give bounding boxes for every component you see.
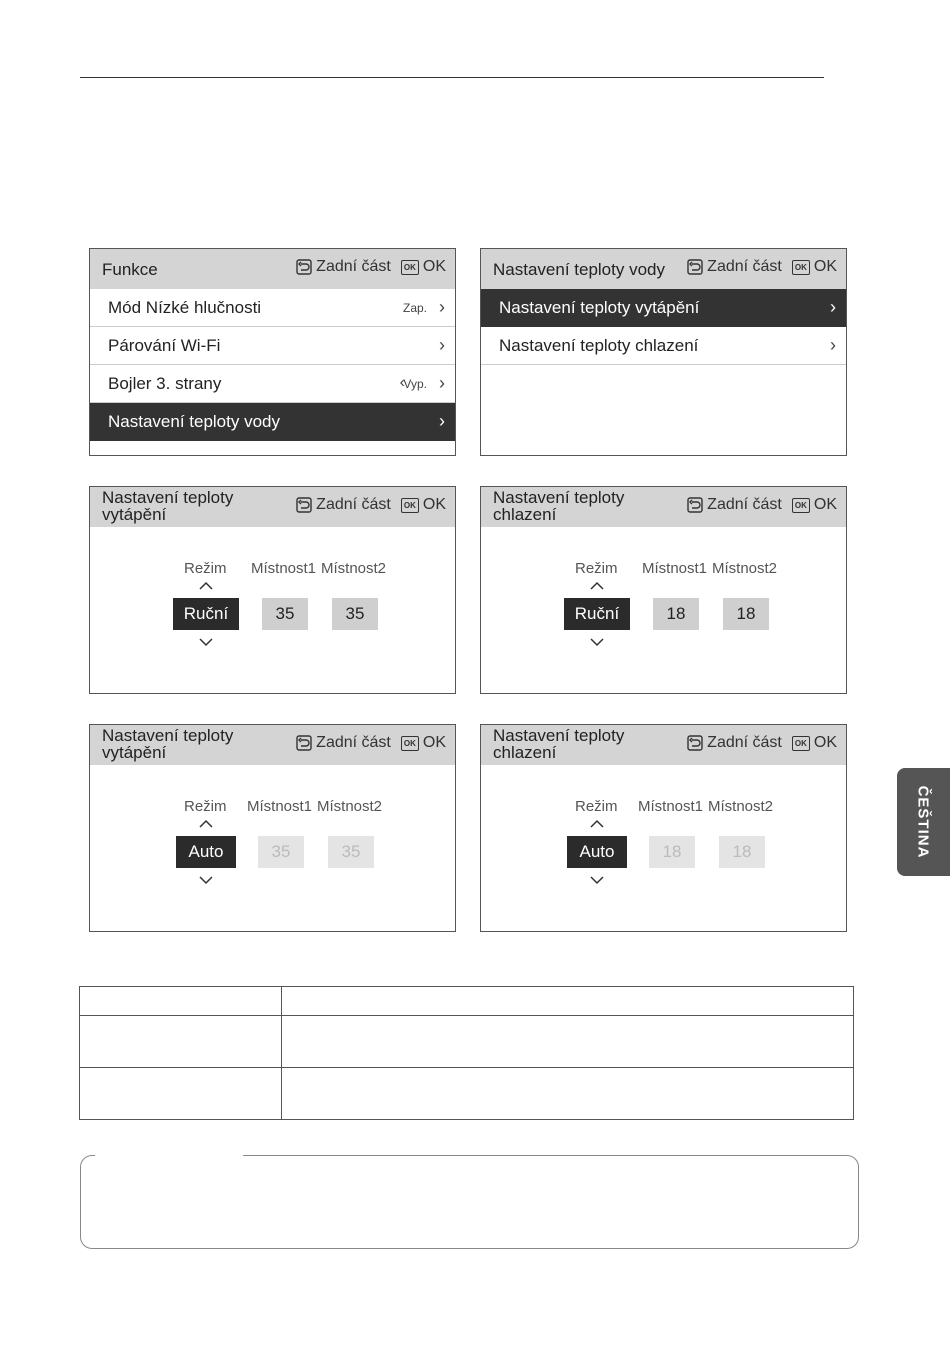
screen-title: Nastavení teploty vytápění bbox=[102, 726, 234, 762]
back-label[interactable]: Zadní část bbox=[316, 258, 391, 275]
ok-label[interactable]: OK bbox=[813, 734, 837, 751]
header-controls bbox=[687, 734, 837, 752]
table-cell bbox=[282, 987, 854, 1016]
chevron-down-icon[interactable] bbox=[590, 876, 604, 885]
top-rule bbox=[80, 77, 824, 78]
chevron-right-icon[interactable]: › bbox=[439, 373, 445, 393]
col-mode-label: Režim bbox=[184, 798, 227, 815]
screen-water-temp bbox=[480, 248, 847, 456]
ok-label[interactable]: OK bbox=[813, 496, 837, 513]
header-controls bbox=[296, 258, 446, 276]
ok-key-icon[interactable]: OK bbox=[401, 260, 419, 275]
note-box bbox=[80, 1155, 859, 1249]
col-room2-label: Místnost2 bbox=[317, 798, 383, 815]
col-room1-label: Místnost1 bbox=[638, 798, 704, 815]
room1-value[interactable]: 18 bbox=[653, 598, 699, 630]
back-arrow-icon[interactable] bbox=[296, 259, 312, 275]
screen-heating-auto bbox=[89, 724, 456, 932]
header-controls bbox=[687, 496, 837, 514]
menu-item-label: Nastavení teploty vytápění bbox=[499, 298, 700, 317]
col-room1-label: Místnost1 bbox=[642, 560, 708, 577]
screen-header bbox=[481, 725, 846, 765]
chevron-down-icon[interactable] bbox=[199, 876, 213, 885]
back-label[interactable]: Zadní část bbox=[707, 496, 782, 513]
table-row bbox=[80, 1068, 854, 1120]
language-side-tab bbox=[897, 768, 950, 876]
room2-value[interactable]: 18 bbox=[723, 598, 769, 630]
chevron-up-icon[interactable] bbox=[590, 581, 604, 590]
table-cell bbox=[282, 1068, 854, 1120]
screen-title: Nastavení teploty chlazení bbox=[493, 488, 625, 524]
screen-title: Nastavení teploty chlazení bbox=[493, 726, 625, 762]
menu-item-label: Nastavení teploty vody bbox=[108, 412, 280, 431]
screen-heating-manual bbox=[89, 486, 456, 694]
description-table bbox=[79, 986, 854, 1120]
col-room1-label: Místnost1 bbox=[247, 798, 313, 815]
back-label[interactable]: Zadní část bbox=[316, 734, 391, 751]
menu-item-value: Zap. bbox=[402, 301, 427, 315]
table-row bbox=[80, 1016, 854, 1068]
menu-list bbox=[481, 289, 846, 365]
menu-item-wifi-pairing[interactable] bbox=[90, 327, 455, 365]
ok-label[interactable]: OK bbox=[422, 734, 446, 751]
back-arrow-icon[interactable] bbox=[296, 735, 312, 751]
screen-header bbox=[481, 249, 846, 289]
col-mode-label: Režim bbox=[575, 798, 618, 815]
table-cell bbox=[80, 1016, 282, 1068]
screen-title: Nastavení teploty vody bbox=[493, 260, 665, 279]
menu-item-value: Vyp. bbox=[403, 377, 427, 391]
screen-cooling-manual bbox=[480, 486, 847, 694]
chevron-left-icon[interactable]: ‹ bbox=[399, 374, 405, 391]
chevron-right-icon[interactable]: › bbox=[439, 297, 445, 317]
back-label[interactable]: Zadní část bbox=[707, 258, 782, 275]
ok-label[interactable]: OK bbox=[422, 258, 446, 275]
back-arrow-icon[interactable] bbox=[687, 735, 703, 751]
language-tab-label: ČEŠTINA bbox=[914, 785, 932, 859]
room2-value-disabled: 35 bbox=[328, 836, 374, 868]
table-cell bbox=[282, 1016, 854, 1068]
screen-funkce bbox=[89, 248, 456, 456]
table-row bbox=[80, 987, 854, 1016]
col-room2-label: Místnost2 bbox=[712, 560, 778, 577]
menu-item-heating-temp[interactable] bbox=[481, 289, 846, 327]
back-arrow-icon[interactable] bbox=[687, 259, 703, 275]
note-title-gap bbox=[95, 1150, 243, 1160]
col-room2-label: Místnost2 bbox=[708, 798, 774, 815]
table-cell bbox=[80, 1068, 282, 1120]
screen-header bbox=[90, 487, 455, 527]
chevron-down-icon[interactable] bbox=[199, 638, 213, 647]
header-controls bbox=[296, 496, 446, 514]
room1-value-disabled: 18 bbox=[649, 836, 695, 868]
chevron-down-icon[interactable] bbox=[590, 638, 604, 647]
ok-key-icon[interactable]: OK bbox=[401, 498, 419, 513]
chevron-up-icon[interactable] bbox=[590, 819, 604, 828]
menu-item-label: Bojler 3. strany bbox=[108, 374, 222, 393]
screen-header bbox=[90, 725, 455, 765]
room1-value[interactable]: 35 bbox=[262, 598, 308, 630]
col-room2-label: Místnost2 bbox=[321, 560, 387, 577]
screen-cooling-auto bbox=[480, 724, 847, 932]
ok-key-icon[interactable]: OK bbox=[792, 498, 810, 513]
col-mode-label: Režim bbox=[575, 560, 618, 577]
mode-value[interactable]: Ruční bbox=[564, 598, 630, 630]
ok-label[interactable]: OK bbox=[422, 496, 446, 513]
room2-value-disabled: 18 bbox=[719, 836, 765, 868]
chevron-right-icon[interactable]: › bbox=[439, 335, 445, 355]
ok-key-icon[interactable]: OK bbox=[792, 736, 810, 751]
screen-header bbox=[90, 249, 455, 289]
ok-key-icon[interactable]: OK bbox=[792, 260, 810, 275]
menu-item-third-party-boiler[interactable] bbox=[90, 365, 455, 403]
menu-item-label: Mód Nízké hlučnosti bbox=[108, 298, 262, 317]
screen-title: Funkce bbox=[102, 260, 158, 279]
table-cell bbox=[80, 987, 282, 1016]
menu-item-water-temp-settings[interactable] bbox=[90, 403, 455, 441]
back-label[interactable]: Zadní část bbox=[316, 496, 391, 513]
header-controls bbox=[687, 258, 837, 276]
room1-value-disabled: 35 bbox=[258, 836, 304, 868]
chevron-right-icon[interactable]: › bbox=[830, 297, 836, 317]
screen-title: Nastavení teploty vytápění bbox=[102, 488, 234, 524]
col-mode-label: Režim bbox=[184, 560, 227, 577]
chevron-right-icon[interactable]: › bbox=[830, 335, 836, 355]
menu-list bbox=[90, 289, 455, 441]
menu-item-label: Párování Wi-Fi bbox=[108, 336, 221, 355]
back-arrow-icon[interactable] bbox=[296, 497, 312, 513]
menu-item-cooling-temp[interactable] bbox=[481, 327, 846, 365]
mode-value[interactable]: Auto bbox=[567, 836, 627, 868]
chevron-up-icon[interactable] bbox=[199, 819, 213, 828]
menu-item-label: Nastavení teploty chlazení bbox=[499, 336, 699, 355]
ok-label[interactable]: OK bbox=[813, 258, 837, 275]
ok-key-icon[interactable]: OK bbox=[401, 736, 419, 751]
room2-value[interactable]: 35 bbox=[332, 598, 378, 630]
chevron-right-icon[interactable]: › bbox=[439, 411, 445, 431]
menu-item-low-noise[interactable] bbox=[90, 289, 455, 327]
header-controls bbox=[296, 734, 446, 752]
mode-value[interactable]: Ruční bbox=[173, 598, 239, 630]
screen-header bbox=[481, 487, 846, 527]
mode-value[interactable]: Auto bbox=[176, 836, 236, 868]
chevron-up-icon[interactable] bbox=[199, 581, 213, 590]
back-arrow-icon[interactable] bbox=[687, 497, 703, 513]
back-label[interactable]: Zadní část bbox=[707, 734, 782, 751]
col-room1-label: Místnost1 bbox=[251, 560, 317, 577]
